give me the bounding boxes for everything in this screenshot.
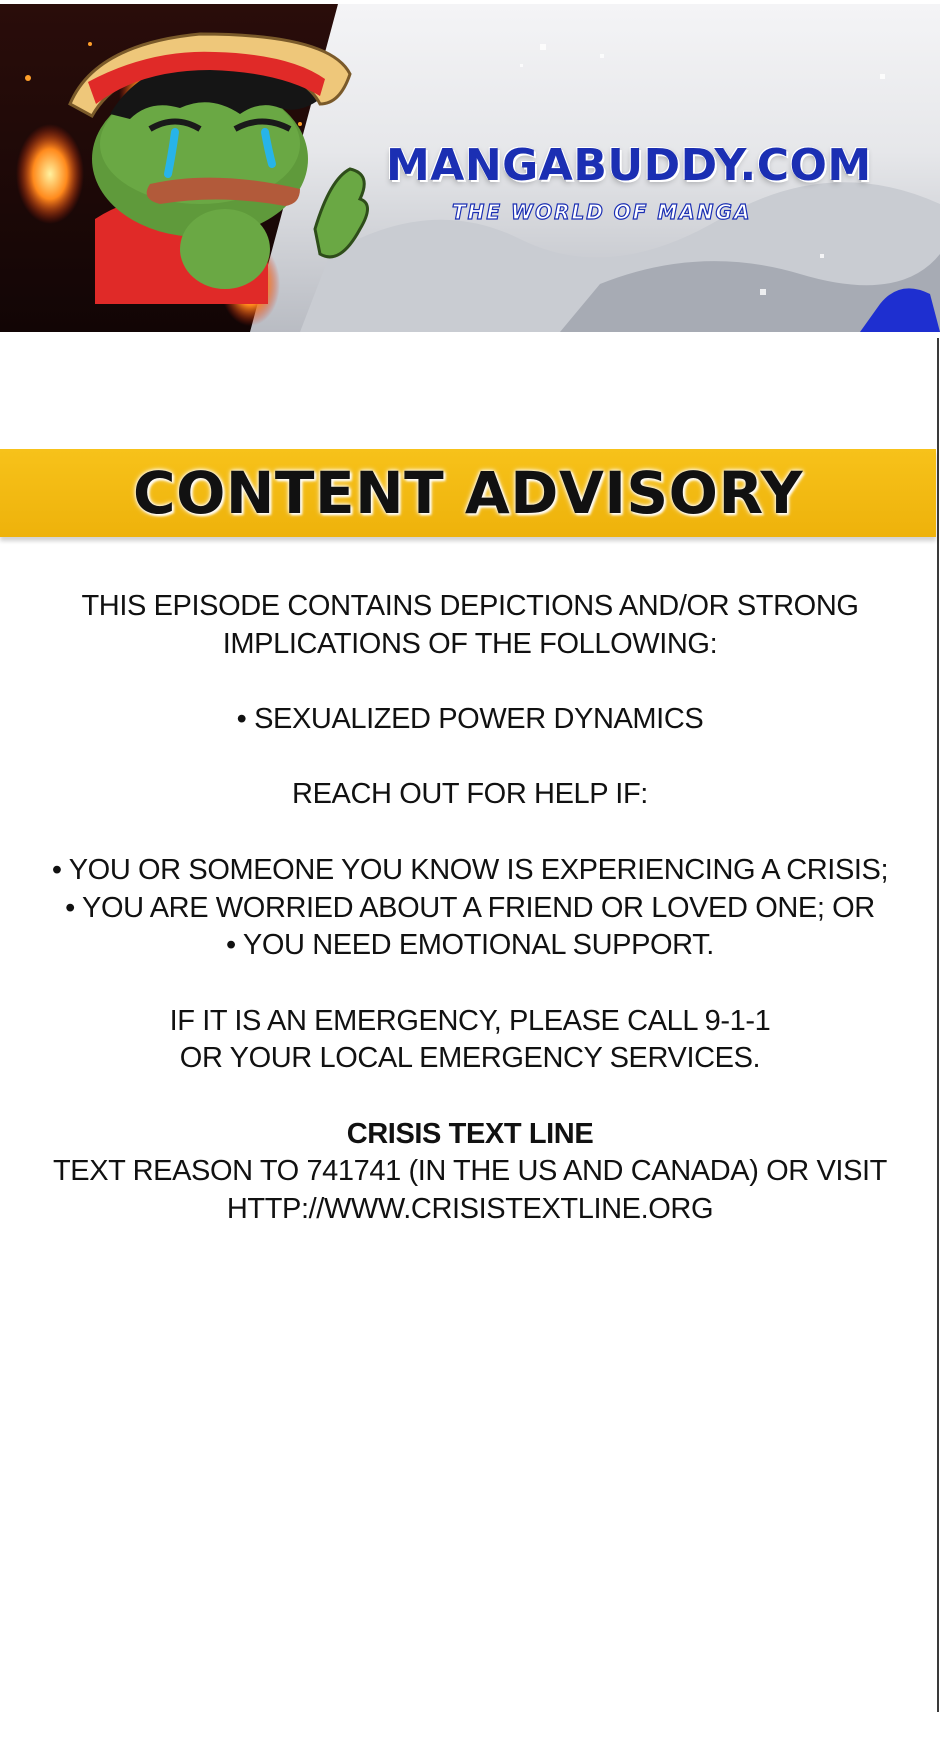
intro-line: IMPLICATIONS OF THE FOLLOWING: [222, 627, 718, 660]
crisis-line-text: TEXT REASON TO 741741 (IN THE US AND CANADA) OR VISIT [52, 1155, 887, 1188]
spacer [0, 965, 940, 1003]
help-heading: REACH OUT FOR HELP IF: [292, 778, 648, 811]
spacer [0, 739, 940, 777]
help-item: • YOU OR SOMEONE YOU KNOW IS EXPERIENCING A CRISIS; [51, 853, 889, 886]
emergency-line: IF IT IS AN EMERGENCY, PLEASE CALL 9-1-1 [169, 1004, 771, 1037]
spacer [0, 1078, 940, 1116]
spacer [0, 663, 940, 701]
advisory-header [0, 449, 936, 537]
site-banner [0, 4, 940, 332]
intro-line: THIS EPISODE CONTAINS DEPICTIONS AND/OR STRONG [81, 590, 859, 622]
crying-frog-mascot-icon [70, 34, 368, 304]
emergency-line: OR YOUR LOCAL EMERGENCY SERVICES. [179, 1042, 761, 1075]
site-tagline: THE WORLD OF MANGA [452, 200, 752, 224]
spacer [0, 814, 940, 852]
crisis-line-url: HTTP://WWW.CRISISTEXTLINE.ORG [226, 1193, 714, 1226]
help-item: • YOU NEED EMOTIONAL SUPPORT. [226, 929, 714, 962]
advisory-body [0, 588, 940, 1229]
crisis-line-title: CRISIS TEXT LINE [346, 1117, 594, 1150]
help-item: • YOU ARE WORRIED ABOUT A FRIEND OR LOVED ONE; OR [65, 891, 875, 924]
site-name: MANGABUDDY.COM [386, 140, 872, 191]
advisory-title: CONTENT ADVISORY [133, 459, 803, 527]
topic-item: • SEXUALIZED POWER DYNAMICS [236, 703, 704, 736]
